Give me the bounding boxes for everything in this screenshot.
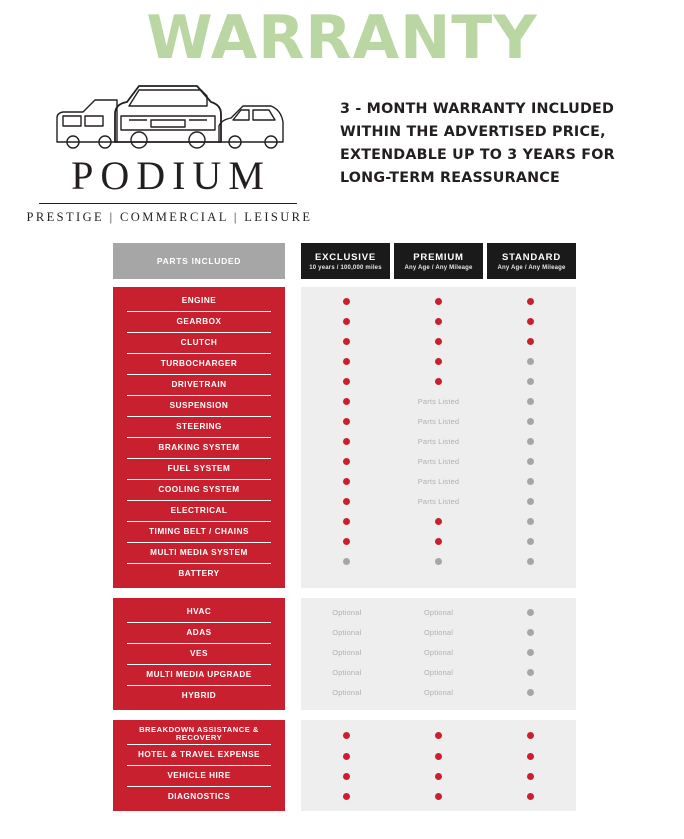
status-dot [527, 298, 534, 305]
status-dot [343, 538, 350, 545]
part-label: DRIVETRAIN [127, 375, 271, 396]
brand-tagline: PRESTIGE | COMMERCIAL | LEISURE [26, 210, 313, 224]
coverage-included-dot [393, 766, 485, 786]
status-dot [435, 518, 442, 525]
coverage-included-dot [301, 746, 393, 766]
status-dot [527, 418, 534, 425]
tier-subtitle: 10 years / 100,000 miles [309, 264, 382, 271]
coverage-value-columns [301, 720, 576, 811]
tier-name: EXCLUSIVE [314, 251, 377, 263]
coverage-column-standard [484, 724, 576, 807]
coverage-excluded-dot [484, 511, 576, 531]
parts-included-header: PARTS INCLUDED [113, 243, 285, 279]
coverage-note: Optional [332, 687, 362, 697]
status-dot [435, 558, 442, 565]
status-dot [527, 793, 534, 800]
coverage-included-dot [393, 531, 485, 551]
part-label: STEERING [127, 417, 271, 438]
header-spacer [289, 243, 297, 279]
tier-subtitle: Any Age / Any Mileage [404, 264, 473, 271]
coverage-note: Optional [332, 627, 362, 637]
part-label: HOTEL & TRAVEL EXPENSE [127, 745, 271, 766]
part-label: HVAC [127, 602, 271, 623]
coverage-note: Parts Listed [417, 456, 460, 466]
status-dot [343, 418, 350, 425]
coverage-note: Parts Listed [417, 436, 460, 446]
status-dot [435, 538, 442, 545]
coverage-excluded-dot [484, 662, 576, 682]
coverage-value-columns [301, 287, 576, 588]
coverage-column-premium [393, 291, 485, 584]
coverage-note: Parts Listed [417, 396, 460, 406]
coverage-included-dot [393, 371, 485, 391]
status-dot [527, 378, 534, 385]
table-section-core [113, 287, 576, 588]
page-title: WARRANTY [146, 3, 538, 73]
part-label: MULTI MEDIA UPGRADE [127, 665, 271, 686]
status-dot [527, 398, 534, 405]
column-gap [289, 598, 297, 710]
coverage-note: Optional [423, 687, 454, 697]
coverage-excluded-dot [484, 371, 576, 391]
status-dot [527, 478, 534, 485]
coverage-note: Parts Listed [417, 476, 460, 486]
status-dot [527, 689, 534, 696]
status-dot [527, 438, 534, 445]
part-label-column [113, 287, 285, 588]
coverage-included-dot [484, 766, 576, 786]
table-header-row [113, 243, 576, 279]
tier-header-exclusive [301, 243, 390, 279]
coverage-column-standard [484, 602, 576, 706]
part-label: VES [127, 644, 271, 665]
coverage-included-dot [301, 491, 393, 511]
coverage-included-dot [301, 391, 393, 411]
warranty-intro-text: 3 - MONTH WARRANTY INCLUDED WITHIN THE ADVERTISED PRICE, EXTENDABLE UP TO 3 YEARS FOR LONG-TERM REASSURANCE [340, 101, 615, 187]
coverage-included-dot [393, 351, 485, 371]
coverage-included-dot [484, 786, 576, 806]
status-dot [527, 558, 534, 565]
status-dot [527, 538, 534, 545]
part-label: VEHICLE HIRE [127, 766, 271, 787]
status-dot [527, 629, 534, 636]
column-gap [289, 720, 297, 811]
coverage-excluded-dot [484, 351, 576, 371]
coverage-excluded-dot [484, 411, 576, 431]
coverage-included-dot [393, 291, 485, 311]
brand-logo [18, 76, 318, 225]
part-label: ENGINE [127, 291, 271, 312]
coverage-included-dot [301, 411, 393, 431]
coverage-included-dot [301, 531, 393, 551]
coverage-included-dot [393, 511, 485, 531]
part-label: TIMING BELT / CHAINS [127, 522, 271, 543]
coverage-included-dot [301, 724, 393, 746]
status-dot [527, 338, 534, 345]
tier-name: STANDARD [502, 251, 561, 263]
coverage-column-standard [484, 291, 576, 584]
status-dot [435, 298, 442, 305]
part-label: ADAS [127, 623, 271, 644]
coverage-excluded-dot [484, 622, 576, 642]
coverage-excluded-dot [484, 391, 576, 411]
part-label: ELECTRICAL [127, 501, 271, 522]
coverage-excluded-dot [484, 682, 576, 702]
coverage-included-dot [393, 331, 485, 351]
coverage-note: Optional [423, 627, 454, 637]
coverage-note: Optional [332, 607, 362, 617]
status-dot [343, 358, 350, 365]
status-dot [527, 358, 534, 365]
part-label: GEARBOX [127, 312, 271, 333]
coverage-included-dot [301, 431, 393, 451]
status-dot [343, 793, 350, 800]
coverage-excluded-dot [301, 551, 393, 571]
header [0, 72, 684, 225]
status-dot [435, 793, 442, 800]
table-section-optional [113, 598, 576, 710]
status-dot [527, 649, 534, 656]
tier-subtitle: Any Age / Any Mileage [497, 264, 566, 271]
coverage-column-exclusive [301, 602, 393, 706]
coverage-included-dot [393, 311, 485, 331]
coverage-included-dot [484, 331, 576, 351]
part-label-column [113, 720, 285, 811]
status-dot [343, 318, 350, 325]
warranty-table [0, 225, 684, 811]
status-dot [343, 773, 350, 780]
coverage-excluded-dot [484, 471, 576, 491]
coverage-note: Optional [332, 647, 362, 657]
status-dot [343, 398, 350, 405]
tier-header-standard [487, 243, 576, 279]
part-label: CLUTCH [127, 333, 271, 354]
coverage-included-dot [393, 724, 485, 746]
coverage-included-dot [484, 291, 576, 311]
table-sections [113, 287, 576, 811]
status-dot [343, 732, 350, 739]
part-label: SUSPENSION [127, 396, 271, 417]
status-dot [527, 669, 534, 676]
status-dot [343, 498, 350, 505]
coverage-included-dot [393, 786, 485, 806]
status-dot [527, 732, 534, 739]
coverage-included-dot [484, 746, 576, 766]
coverage-column-exclusive [301, 724, 393, 807]
coverage-included-dot [393, 746, 485, 766]
status-dot [343, 558, 350, 565]
coverage-excluded-dot [484, 602, 576, 622]
status-dot [343, 378, 350, 385]
brand-wordmark: PODIUM [71, 153, 271, 198]
column-gap [289, 287, 297, 588]
coverage-included-dot [301, 511, 393, 531]
status-dot [343, 518, 350, 525]
coverage-included-dot [301, 331, 393, 351]
coverage-included-dot [301, 451, 393, 471]
status-dot [527, 609, 534, 616]
part-label: BRAKING SYSTEM [127, 438, 271, 459]
coverage-column-exclusive [301, 291, 393, 584]
coverage-included-dot [484, 724, 576, 746]
status-dot [343, 478, 350, 485]
status-dot [527, 458, 534, 465]
coverage-excluded-dot [484, 451, 576, 471]
status-dot [435, 773, 442, 780]
coverage-note: Optional [332, 667, 362, 677]
coverage-excluded-dot [484, 431, 576, 451]
status-dot [527, 518, 534, 525]
status-dot [527, 753, 534, 760]
status-dot [343, 298, 350, 305]
coverage-excluded-dot [393, 551, 485, 571]
status-dot [435, 753, 442, 760]
coverage-included-dot [301, 311, 393, 331]
vehicles-illustration-icon [18, 80, 318, 152]
coverage-included-dot [484, 311, 576, 331]
part-label: COOLING SYSTEM [127, 480, 271, 501]
coverage-value-columns [301, 598, 576, 710]
part-label: DIAGNOSTICS [167, 792, 231, 802]
part-label-column [113, 598, 285, 710]
coverage-note: Parts Listed [417, 496, 460, 506]
coverage-excluded-dot [484, 642, 576, 662]
status-dot [435, 378, 442, 385]
status-dot [435, 358, 442, 365]
status-dot [343, 458, 350, 465]
part-label: BREAKDOWN ASSISTANCE & RECOVERY [127, 724, 271, 745]
coverage-included-dot [301, 471, 393, 491]
coverage-column-premium [393, 724, 485, 807]
status-dot [343, 438, 350, 445]
status-dot [343, 338, 350, 345]
part-label: HYBRID [181, 691, 217, 701]
status-dot [527, 773, 534, 780]
status-dot [435, 338, 442, 345]
status-dot [435, 318, 442, 325]
status-dot [343, 753, 350, 760]
part-label: BATTERY [178, 569, 220, 579]
coverage-excluded-dot [484, 531, 576, 551]
coverage-included-dot [301, 291, 393, 311]
part-label: FUEL SYSTEM [127, 459, 271, 480]
coverage-note: Optional [423, 667, 454, 677]
coverage-excluded-dot [484, 491, 576, 511]
coverage-column-premium [393, 602, 485, 706]
coverage-included-dot [301, 351, 393, 371]
part-label: MULTI MEDIA SYSTEM [127, 543, 271, 564]
coverage-excluded-dot [484, 551, 576, 571]
coverage-note: Optional [423, 607, 454, 617]
coverage-note: Parts Listed [417, 416, 460, 426]
tier-name: PREMIUM [413, 251, 464, 263]
status-dot [435, 732, 442, 739]
brand-divider [39, 203, 297, 204]
coverage-included-dot [301, 766, 393, 786]
table-section-assistance [113, 720, 576, 811]
coverage-note: Optional [423, 647, 454, 657]
coverage-included-dot [301, 786, 393, 806]
coverage-included-dot [301, 371, 393, 391]
part-label: TURBOCHARGER [127, 354, 271, 375]
tier-header-premium [394, 243, 483, 279]
status-dot [527, 498, 534, 505]
status-dot [527, 318, 534, 325]
